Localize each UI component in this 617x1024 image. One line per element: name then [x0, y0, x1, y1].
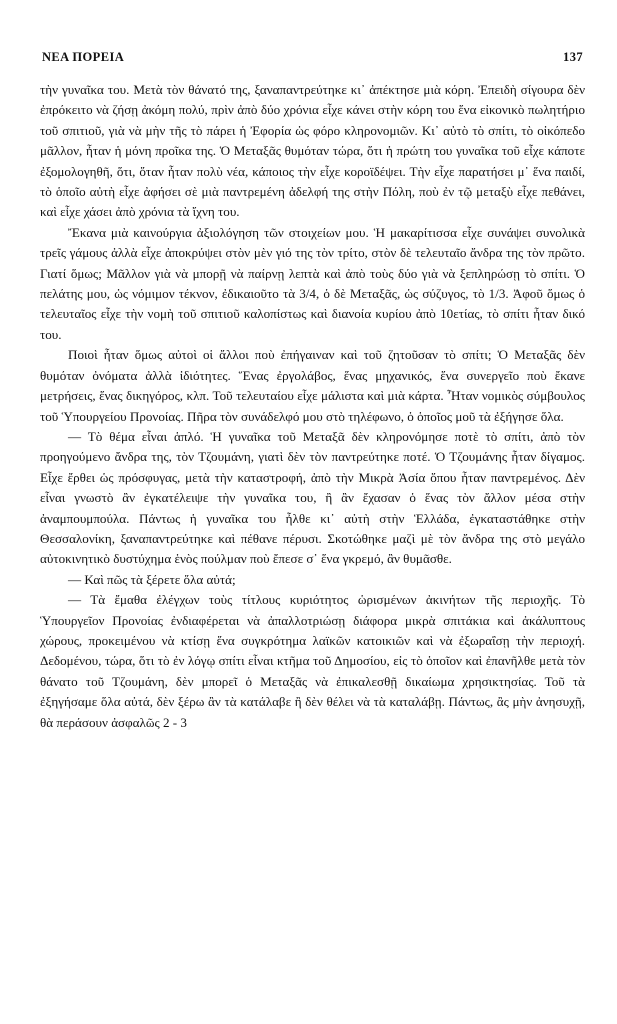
paragraph-5: — Καὶ πῶς τὰ ξέρετε ὅλα αὐτά; — [68, 571, 236, 587]
page-number: 137 — [563, 50, 583, 64]
paragraph-2: Ἔκανα μιὰ καινούργια ἀξιολόγηση τῶν στοιχείων μου. Ἡ μακαρίτισσα εἶχε συνάψει συνολικὰ τρεῖς γάμους ἀλλὰ εἶχε ἀποκρύψει στὸν μὲν γιό της τὸν τρίτο, στὸν δὲ τελευταῖο ἄνδρα της τὸν πρῶτο. Γιατί ὅμως; Μᾶλλον γιὰ νὰ μπορῇ νὰ παίρνῃ λεπτὰ καὶ ἀπὸ τοὺς δύο γιὰ νὰ ξεπληρώσῃ τὸ σπίτι. Ὁ πελάτης μου, ὡς νόμιμον τέκνον, ἐδικαιοῦτο τὰ 3/4, ὁ δὲ Μεταξᾶς, ὡς σύζυγος, τὸ 1/3. Ἀφοῦ ὅμως ὁ τελευταῖος εἶχε τὴν νομὴ τοῦ σπιτιοῦ καλοπίστως καὶ διανοία κυρίου ἀπὸ 10ετίας, τὸ σπίτι ἦταν δικό του. — [40, 224, 585, 342]
paragraph-1: τὴν γυναῖκα του. Μετὰ τὸν θάνατό της, ξαναπαντρεύτηκε κι᾽ ἀπέκτησε μιὰ κόρη. Ἐπειδὴ σίγουρα δὲν ἐπρόκειτο νὰ ζήσῃ ἀκόμη πολύ, πρὶν ἀπὸ δύο χρόνια εἶχε κάνει στὴν κόρη του ἕνα εἰκονικὸ πωλητήριο τοῦ σπιτιοῦ, γιὰ νὰ μὴν τῆς τὸ πάρει ἡ Ἐφορία ὡς φόρο κληρονομιῶν. Κι᾽ αὐτὸ τὸ σπίτι, τὸ οἰκόπεδο μᾶλλον, ἦταν ἡ μόνη προῖκα της. Ὁ Μεταξᾶς θυμόταν τώρα, ὅτι ἡ πρώτη του γυναῖκα τοῦ εἶχε κάποτε ἐξομολογηθῆ, ὅτι, ὅταν ἦταν πολὺ νέα, κάποιος τὴν εἶχε κοροϊδέψει. Τὴν εἶχε παρατήσει μ᾽ ἕνα παιδί, τὸ ὁποῖο αὐτὴ εἶχε ἀφήσει σὲ μιὰ παντρεμένη ἀδελφή της στὴν Πόλη, ποὺ ἐν τῷ μεταξὺ εἶχε πεθάνει, καὶ εἶχε χάσει ἀπὸ χρόνια τὰ ἴχνη του. — [40, 82, 585, 220]
paragraph-4: — Τὸ θέμα εἶναι ἁπλό. Ἡ γυναῖκα τοῦ Μεταξᾶ δὲν κληρονόμησε ποτὲ τὸ σπίτι, ἀπὸ τὸν προηγούμενο ἄνδρα της, τὸν Τζουμάνη, γιατὶ δὲν τὸν παντρεύτηκε ποτέ. Ὁ Τζουμάνης ἦταν δίγαμος. Εἶχε ἔρθει ὡς πρόσφυγας, μετὰ τὴν καταστροφή, ἀπὸ τὴν Μικρὰ Ἀσία ὅπου ἦταν παντρεμένος. Δὲν εἶναι γνωστὸ ἂν ἐγκατέλειψε τὴν γυναῖκα του, ἢ ἂν ἔχασαν ὁ ἕνας τὸν ἄλλον μέσα στὴν ἀναμπουμπούλα. Πάντως ἡ γυναῖκα του ἦλθε κι᾽ αὐτὴ στὴν Ἑλλάδα, ἐγκαταστάθηκε στὴν Θεσσαλονίκη, ξαναπαντρεύτηκε καὶ πέθανε πέρυσι. Σκοτώθηκε μαζὶ μὲ τὸν ἄνδρα της στὸ μεγάλο αὐτοκινητικὸ δυστύχημα ἑνὸς πούλμαν ποὺ ἔπεσε σ᾽ ἕνα γκρεμό, ἂν θυμᾶσθε. — [40, 428, 585, 567]
running-header — [40, 50, 585, 72]
paragraph-3: Ποιοὶ ἦταν ὅμως αὐτοὶ οἱ ἄλλοι ποὺ ἐπήγαιναν καὶ τοῦ ζητοῦσαν τὸ σπίτι; Ὁ Μεταξᾶς δὲν θυμόταν ὀνόματα ἀλλὰ ἰδιότητες. Ἕνας ἐργολάβος, ἕνας μηχανικός, ἕνα συνεργεῖο ποὺ ἔκανε μετρήσεις, ἕνας δικηγόρος, κλπ. Τοῦ τελευταίου εἶχε μάλιστα καὶ μιὰ κάρτα. Ἦταν νομικὸς σύμβουλος τοῦ Ὑπουργείου Προνοίας. Πῆρα τὸν συνάδελφό μου στὸ τηλέφωνο, ὁ ὁποῖος μοῦ τὰ ἐξήγησε ὅλα. — [40, 347, 585, 424]
running-title: ΝΕΑ ΠΟΡΕΙΑ — [42, 50, 125, 64]
paragraph-6: — Τὰ ἔμαθα ἐλέγχων τοὺς τίτλους κυριότητος ὡρισμένων ἀκινήτων τῆς περιοχῆς. Τὸ Ὑπουργεῖον Προνοίας ἐνδιαφέρεται νὰ ἀπαλλοτριώσῃ διάφορα μικρὰ σπιτάκια καὶ ἀκάλυπτους χώρους, προκειμένου νὰ κτίσῃ ἕνα συγκρότημα λαϊκῶν κατοικιῶν καὶ νὰ ἐξωραΐσῃ τὴν περιοχή. Δεδομένου, τώρα, ὅτι τὸ ἐν λόγῳ σπίτι εἶναι κτῆμα τοῦ Δημοσίου, εἰς τὸ ὁποῖον καὶ ἐπανῆλθε μετὰ τὸν θάνατο τοῦ Τζουμάνη, δὲν μπορεῖ ὁ Μεταξᾶς νὰ ἐπικαλεσθῇ δικαίωμα χρησικτησίας. Τοῦ τὰ ἐξηγήσαμε ὅλα αὐτά, δὲν ξέρω ἂν τὰ κατάλαβε ἢ δὲν θέλει νὰ τὰ καταλάβῃ. Πάντως, ἂς μὴν ἀνησυχῇ, θὰ περάσουν ἀσφαλῶς 2 - 3 — [40, 592, 585, 730]
body-text — [40, 80, 585, 733]
book-page — [40, 50, 585, 733]
